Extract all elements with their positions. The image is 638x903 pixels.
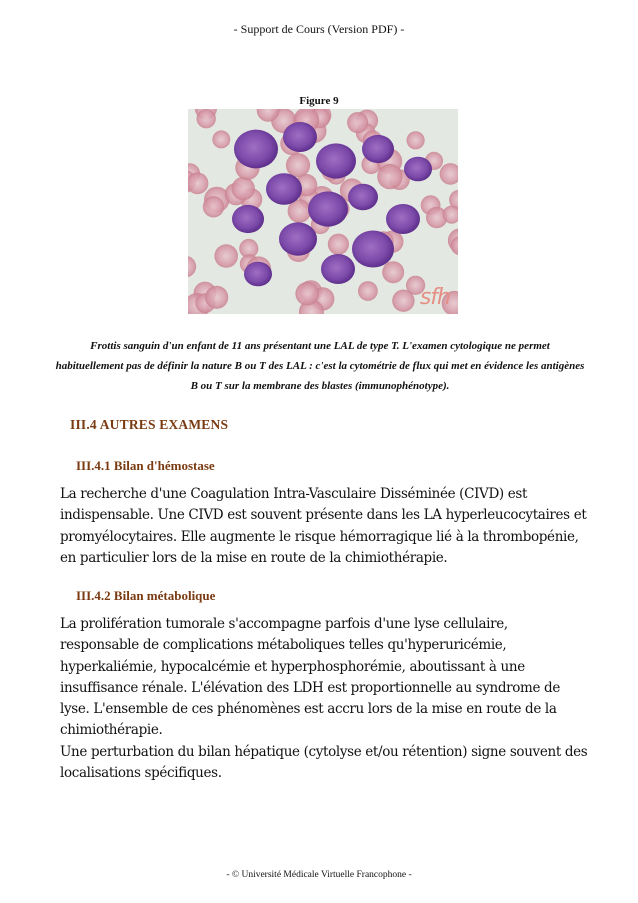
red-blood-cell <box>382 261 404 283</box>
red-blood-cell <box>212 130 230 148</box>
hemostase-text: La recherche d'une Coagulation Intra-Vasculaire Disséminée (CIVD) est indispensable. Une CIVD est souvent présente dans les LA hyperleucocytaires et promyélocytaires. Elle augmente le risque hémorragique lié à la thrombopénie, en particulier lors de la mise en route de la chimiothérapie. <box>60 486 587 566</box>
figure-caption: Frottis sanguin d'un enfant de 11 ans présentant une LAL de type T. L'examen cytologique ne permet habituellement pas de définir la nature B ou T des LAL : c'est la cytométrie de flux qui met en évidence les antigènes B ou T sur la membrane des blastes (immunophénotype). <box>55 340 585 392</box>
blast-cell <box>404 157 432 182</box>
blast-cell <box>266 173 302 205</box>
red-blood-cell <box>347 112 368 133</box>
red-blood-cell <box>205 286 228 309</box>
metabolique-text-2: Une perturbation du bilan hépatique (cytolyse et/ou rétention) signe souvent des localisations spécifiques. <box>60 743 588 782</box>
red-blood-cell <box>377 164 402 189</box>
blood-smear-illustration <box>188 109 458 314</box>
subsection-heading-metabolique: III.4.2 Bilan métabolique <box>76 588 216 603</box>
blast-cell <box>321 254 355 284</box>
blast-cell <box>316 143 356 178</box>
blast-cell <box>352 231 394 268</box>
figure-title: Figure 9 <box>299 95 339 107</box>
red-blood-cell <box>407 131 425 149</box>
blast-cell <box>362 135 394 163</box>
blast-cell <box>244 262 272 287</box>
red-blood-cell <box>232 177 255 200</box>
blood-smear-image <box>188 109 458 314</box>
red-blood-cell <box>328 234 349 255</box>
blast-cell <box>283 122 317 152</box>
red-blood-cell <box>358 281 378 301</box>
metabolique-paragraph <box>60 614 590 784</box>
blast-cell <box>308 191 348 226</box>
section-heading: III.4 AUTRES EXAMENS <box>70 417 229 432</box>
red-blood-cell <box>214 244 238 268</box>
blast-cell <box>348 184 378 210</box>
subsection-heading-hemostase: III.4.1 Bilan d'hémostase <box>76 458 215 473</box>
blast-cell <box>279 222 317 255</box>
red-blood-cell <box>197 109 216 128</box>
page-footer: - © Université Médicale Virtuelle Francophone - <box>226 870 412 880</box>
sfh-watermark: sfh <box>419 285 450 310</box>
blast-cell <box>234 130 278 169</box>
hemostase-paragraph <box>60 484 590 569</box>
red-blood-cell <box>286 153 310 177</box>
page-header: - Support de Cours (Version PDF) - <box>233 22 405 36</box>
red-blood-cell <box>392 290 414 312</box>
metabolique-text-1: La prolifération tumorale s'accompagne parfois d'une lyse cellulaire, responsable de complications métaboliques telles qu'hyperuricémie, hyperkaliémie, hypocalcémie et hyperphosphorémie, aboutissant à une insuffisance rénale. L'élévation des LDH est proportionnelle au syndrome de lyse. L'ensemble de ces phénomènes est accru lors de la mise en route de la chimiothérapie. <box>60 616 560 739</box>
red-blood-cell <box>295 282 319 306</box>
blast-cell <box>386 204 420 234</box>
red-blood-cell <box>203 196 224 217</box>
blast-cell <box>232 205 264 233</box>
